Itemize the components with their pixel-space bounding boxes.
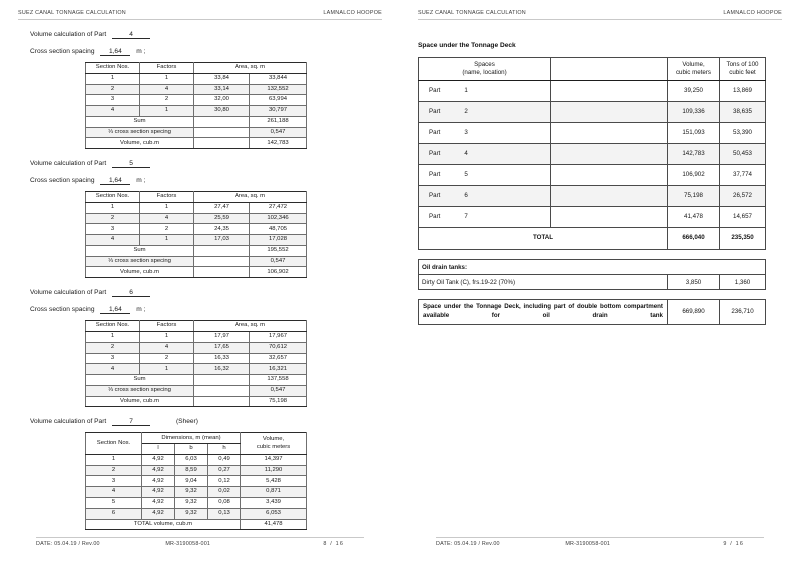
cell-volume: 0,871 <box>241 487 307 498</box>
cell-space-name <box>419 102 551 123</box>
footer-page-number: 8 / 16 <box>323 541 345 547</box>
cell-volume: 106,902 <box>668 165 720 186</box>
part-word: Part <box>429 86 441 94</box>
part-label-text: Volume calculation of Part <box>30 418 107 426</box>
cell-space-name <box>419 207 551 228</box>
total-volume-value: 41,478 <box>241 519 307 530</box>
cell-area: 33,14 <box>194 84 250 95</box>
sheer-note: (Sheer) <box>175 418 198 426</box>
cell-product: 16,321 <box>250 364 307 375</box>
volume-calc-block-part-7-sheer <box>18 418 382 530</box>
third-spacing-label: ⅓ cross section specing <box>86 256 194 267</box>
cell-blank <box>551 102 668 123</box>
cell-volume: 75,198 <box>668 186 720 207</box>
header-document-title: SUEZ CANAL TONNAGE CALCULATION <box>418 10 526 16</box>
col-spaces-line1: Spaces <box>474 60 495 68</box>
volume-row <box>86 138 307 149</box>
volume-label: Volume, cub.m <box>86 396 194 407</box>
cell-factor: 1 <box>140 202 194 213</box>
cell-area: 17,97 <box>194 332 250 343</box>
table-row <box>86 487 307 498</box>
cell-factor: 1 <box>140 106 194 117</box>
oil-heading-row <box>419 260 766 275</box>
table-header-row <box>419 58 766 81</box>
cell-blank <box>551 144 668 165</box>
third-spacing-label: ⅓ cross section specing <box>86 385 194 396</box>
col-area: Area, sq. m <box>194 63 307 74</box>
sum-value: 261,188 <box>250 116 307 127</box>
cell-product: 30,797 <box>250 106 307 117</box>
page-9 <box>400 0 800 565</box>
page-footer <box>36 537 364 547</box>
cell-h: 0,08 <box>208 497 241 508</box>
page-header <box>18 0 382 20</box>
cell-area: 25,59 <box>194 213 250 224</box>
total-volume: 666,040 <box>668 228 720 250</box>
summary-description: Space under the Tonnage Deck, including part of double bottom compartment available for oil drain tank <box>419 300 668 325</box>
part-number-field[interactable]: 7 <box>112 418 150 426</box>
cell-area: 17,65 <box>194 342 250 353</box>
third-spacing-row <box>86 127 307 138</box>
cell-space-name <box>419 123 551 144</box>
table-row <box>86 84 307 95</box>
header-document-title: SUEZ CANAL TONNAGE CALCULATION <box>18 10 126 16</box>
cell-volume: 14,397 <box>241 454 307 465</box>
cell-tons: 26,572 <box>720 186 766 207</box>
cell-blank <box>551 186 668 207</box>
space-under-deck-summary-table <box>418 299 766 325</box>
col-spaces-line2: (name, location) <box>462 69 507 76</box>
sum-blank <box>194 375 250 386</box>
sum-label: Sum <box>86 245 194 256</box>
col-tons-line1: Tons of 100 <box>726 60 759 68</box>
cell-area: 32,00 <box>194 95 250 106</box>
spacing-value-field[interactable]: 1,64 <box>100 48 130 56</box>
table-row <box>86 106 307 117</box>
cell-tank-volume: 3,850 <box>668 275 720 290</box>
cell-blank <box>551 207 668 228</box>
cell-product: 17,028 <box>250 235 307 246</box>
col-area: Area, sq. m <box>194 192 307 203</box>
sum-row <box>86 375 307 386</box>
cell-product: 102,346 <box>250 213 307 224</box>
spacing-unit: m ; <box>136 306 146 314</box>
cell-section: 3 <box>86 476 142 487</box>
volume-row <box>86 396 307 407</box>
volume-value: 106,902 <box>250 267 307 278</box>
table-row <box>86 342 307 353</box>
cell-b: 8,59 <box>175 465 208 476</box>
part-label-text: Volume calculation of Part <box>30 160 107 168</box>
third-spacing-value: 0,547 <box>250 127 307 138</box>
cell-section: 4 <box>86 364 140 375</box>
col-section-nos: Section Nos. <box>86 433 142 455</box>
cell-tons: 14,657 <box>720 207 766 228</box>
cell-volume: 41,478 <box>668 207 720 228</box>
col-volume <box>241 433 307 455</box>
cell-product: 27,472 <box>250 202 307 213</box>
table-row <box>419 144 766 165</box>
sum-row <box>86 116 307 127</box>
simpson-table-part-6 <box>85 320 307 407</box>
part-number-field[interactable]: 4 <box>112 31 150 39</box>
table-row <box>86 235 307 246</box>
cell-volume: 11,290 <box>241 465 307 476</box>
third-spacing-row <box>86 256 307 267</box>
part-index: 1 <box>464 86 468 94</box>
cell-factor: 2 <box>140 353 194 364</box>
col-blank <box>551 58 668 81</box>
table-row <box>86 332 307 343</box>
cell-tons: 38,635 <box>720 102 766 123</box>
sum-label: Sum <box>86 116 194 127</box>
cell-section: 3 <box>86 224 140 235</box>
volume-blank <box>194 138 250 149</box>
cell-section: 2 <box>86 213 140 224</box>
cell-h: 0,13 <box>208 508 241 519</box>
cell-volume: 109,336 <box>668 102 720 123</box>
summary-tons: 236,710 <box>720 300 766 325</box>
col-volume-line1: Volume, <box>682 60 705 68</box>
spacing-label-text: Cross section spacing <box>30 48 95 55</box>
table-row <box>419 102 766 123</box>
cell-factor: 2 <box>140 95 194 106</box>
cell-tank-name: Dirty Oil Tank (C), frs.19-22 (70%) <box>419 275 668 290</box>
cell-tank-tons: 1,360 <box>720 275 766 290</box>
cell-section: 1 <box>86 202 140 213</box>
cell-blank <box>551 123 668 144</box>
part-word: Part <box>429 128 441 136</box>
cell-l: 4,92 <box>142 476 175 487</box>
part-label-7 <box>18 418 382 426</box>
cell-section: 1 <box>86 332 140 343</box>
third-spacing-blank <box>194 385 250 396</box>
table-row <box>86 364 307 375</box>
simpson-table-part-5 <box>85 191 307 278</box>
sum-blank <box>194 245 250 256</box>
cell-b: 9,32 <box>175 497 208 508</box>
table-row <box>86 476 307 487</box>
cell-b: 6,03 <box>175 454 208 465</box>
cell-product: 17,967 <box>250 332 307 343</box>
cell-area: 16,32 <box>194 364 250 375</box>
cell-space-name <box>419 144 551 165</box>
cell-h: 0,02 <box>208 487 241 498</box>
cell-section: 5 <box>86 497 142 508</box>
col-spaces <box>419 58 551 81</box>
cell-l: 4,92 <box>142 487 175 498</box>
sum-value: 137,558 <box>250 375 307 386</box>
table-row <box>86 73 307 84</box>
cell-product: 32,657 <box>250 353 307 364</box>
cell-section: 2 <box>86 342 140 353</box>
cell-area: 17,03 <box>194 235 250 246</box>
table-row <box>86 497 307 508</box>
third-spacing-label: ⅓ cross section specing <box>86 127 194 138</box>
cell-section: 3 <box>86 95 140 106</box>
cell-factor: 4 <box>140 342 194 353</box>
table-row <box>86 353 307 364</box>
oil-drain-tanks-table <box>418 259 766 290</box>
cell-volume: 151,093 <box>668 123 720 144</box>
spacing-unit: m ; <box>136 48 146 55</box>
total-label: TOTAL <box>419 228 668 250</box>
cell-product: 132,552 <box>250 84 307 95</box>
cell-h: 0,49 <box>208 454 241 465</box>
spaces-summary-table <box>418 57 766 250</box>
table-header-row <box>86 321 307 332</box>
cell-section: 2 <box>86 465 142 476</box>
third-spacing-value: 0,547 <box>250 256 307 267</box>
sum-row <box>86 245 307 256</box>
col-volume-line1: Volume, <box>262 436 285 443</box>
col-dimensions: Dimensions, m (mean) <box>142 433 241 444</box>
table-header-row <box>86 63 307 74</box>
table-row <box>419 81 766 102</box>
volume-value: 142,783 <box>250 138 307 149</box>
volume-blank <box>194 396 250 407</box>
cell-space-name <box>419 81 551 102</box>
total-volume-row <box>86 519 307 530</box>
part-word: Part <box>429 149 441 157</box>
spacing-unit: m ; <box>136 177 146 185</box>
part-label-4 <box>18 31 382 39</box>
sum-blank <box>194 116 250 127</box>
footer-page-number: 9 / 16 <box>723 541 745 547</box>
volume-calc-block-part-4 <box>18 31 382 149</box>
cell-area: 30,80 <box>194 106 250 117</box>
col-area: Area, sq. m <box>194 321 307 332</box>
cell-volume: 5,428 <box>241 476 307 487</box>
spacing-value-field[interactable]: 1,64 <box>100 306 130 314</box>
third-spacing-blank <box>194 256 250 267</box>
cell-product: 70,612 <box>250 342 307 353</box>
cell-factor: 1 <box>140 73 194 84</box>
table-row <box>419 300 766 325</box>
cell-factor: 1 <box>140 235 194 246</box>
cell-factor: 1 <box>140 364 194 375</box>
page-footer <box>436 537 764 547</box>
cell-section: 2 <box>86 84 140 95</box>
cell-b: 9,32 <box>175 508 208 519</box>
sum-label: Sum <box>86 375 194 386</box>
footer-date: DATE: 05.04.19 / Rev.00 <box>436 541 500 547</box>
cell-tons: 13,869 <box>720 81 766 102</box>
part-index: 7 <box>464 212 468 220</box>
table-row <box>86 213 307 224</box>
cell-section: 4 <box>86 487 142 498</box>
cell-area: 27,47 <box>194 202 250 213</box>
cell-product: 48,705 <box>250 224 307 235</box>
cell-b: 9,32 <box>175 487 208 498</box>
col-section-nos: Section Nos. <box>86 63 140 74</box>
cell-area: 16,33 <box>194 353 250 364</box>
cell-l: 4,92 <box>142 497 175 508</box>
part-label-5 <box>18 160 382 168</box>
cell-tons: 50,453 <box>720 144 766 165</box>
cell-product: 33,844 <box>250 73 307 84</box>
part-word: Part <box>429 170 441 178</box>
part-word: Part <box>429 212 441 220</box>
part-label-text: Volume calculation of Part <box>30 31 107 38</box>
table-row <box>86 454 307 465</box>
table-row <box>86 202 307 213</box>
table-row <box>419 207 766 228</box>
spacing-value-field[interactable]: 1,64 <box>100 177 130 185</box>
cell-volume: 39,250 <box>668 81 720 102</box>
table-row <box>86 95 307 106</box>
part-word: Part <box>429 191 441 199</box>
col-factors: Factors <box>140 192 194 203</box>
cell-area: 24,35 <box>194 224 250 235</box>
part-label-6 <box>18 289 382 297</box>
page-header <box>418 0 782 20</box>
table-row <box>419 186 766 207</box>
cell-h: 0,27 <box>208 465 241 476</box>
cell-l: 4,92 <box>142 465 175 476</box>
part-index: 3 <box>464 128 468 136</box>
oil-drain-heading: Oil drain tanks: <box>419 260 766 275</box>
cell-volume: 3,439 <box>241 497 307 508</box>
volume-calc-block-part-5 <box>18 160 382 278</box>
spacing-label-text: Cross section spacing <box>30 177 95 185</box>
cell-volume: 142,783 <box>668 144 720 165</box>
volume-row <box>86 267 307 278</box>
section-title-space-under-tonnage-deck: Space under the Tonnage Deck <box>418 42 516 49</box>
table-row <box>419 165 766 186</box>
summary-volume: 669,890 <box>668 300 720 325</box>
total-row <box>419 228 766 250</box>
cell-factor: 4 <box>140 84 194 95</box>
cell-l: 4,92 <box>142 454 175 465</box>
volume-blank <box>194 267 250 278</box>
total-volume-label: TOTAL volume, cub.m <box>86 519 241 530</box>
cell-b: 9,04 <box>175 476 208 487</box>
cell-product: 63,994 <box>250 95 307 106</box>
cell-factor: 1 <box>140 332 194 343</box>
cell-h: 0,12 <box>208 476 241 487</box>
cell-area: 33,84 <box>194 73 250 84</box>
cell-section: 1 <box>86 73 140 84</box>
part-index: 6 <box>464 191 468 199</box>
col-volume-line2: cubic meters <box>256 443 291 450</box>
cell-l: 4,92 <box>142 508 175 519</box>
col-factors: Factors <box>140 321 194 332</box>
table-row <box>419 275 766 290</box>
part-number-field[interactable]: 6 <box>112 289 150 297</box>
cell-section: 4 <box>86 235 140 246</box>
cell-blank <box>551 165 668 186</box>
header-vessel-name: LAMNALCO HOOPOE <box>323 10 382 16</box>
col-section-nos: Section Nos. <box>86 321 140 332</box>
part-label-text: Volume calculation of Part <box>30 289 107 297</box>
table-row <box>86 224 307 235</box>
third-spacing-blank <box>194 127 250 138</box>
cell-tons: 37,774 <box>720 165 766 186</box>
total-tons: 235,350 <box>720 228 766 250</box>
part-index: 2 <box>464 107 468 115</box>
part-index: 5 <box>464 170 468 178</box>
sheer-volume-table <box>85 432 307 530</box>
part-index: 4 <box>464 149 468 157</box>
third-spacing-row <box>86 385 307 396</box>
cell-factor: 2 <box>140 224 194 235</box>
table-row <box>86 465 307 476</box>
col-dim-b: b <box>175 444 208 455</box>
col-volume <box>668 58 720 81</box>
cell-section: 1 <box>86 454 142 465</box>
cell-space-name <box>419 186 551 207</box>
part-number-field[interactable]: 5 <box>112 160 150 168</box>
cell-blank <box>551 81 668 102</box>
volume-value: 75,198 <box>250 396 307 407</box>
spacing-label-4 <box>18 48 382 56</box>
footer-date: DATE: 05.04.19 / Rev.00 <box>36 541 100 547</box>
table-row <box>86 508 307 519</box>
volume-calc-block-part-6 <box>18 289 382 407</box>
volume-label: Volume, cub.m <box>86 138 194 149</box>
footer-doc-number: MR-3190058-001 <box>565 541 611 547</box>
sum-value: 195,552 <box>250 245 307 256</box>
spacing-label-text: Cross section spacing <box>30 306 95 314</box>
third-spacing-value: 0,547 <box>250 385 307 396</box>
col-volume-line2: cubic meters <box>675 69 712 76</box>
spacing-label-5 <box>18 177 382 185</box>
col-factors: Factors <box>140 63 194 74</box>
part-word: Part <box>429 107 441 115</box>
header-vessel-name: LAMNALCO HOOPOE <box>723 10 782 16</box>
footer-doc-number: MR-3190058-001 <box>165 541 211 547</box>
cell-section: 3 <box>86 353 140 364</box>
simpson-table-part-4 <box>85 62 307 149</box>
table-row <box>419 123 766 144</box>
table-header-row-1 <box>86 433 307 444</box>
cell-section: 4 <box>86 106 140 117</box>
volume-label: Volume, cub.m <box>86 267 194 278</box>
cell-factor: 4 <box>140 213 194 224</box>
col-dim-h: h <box>208 444 241 455</box>
cell-tons: 53,390 <box>720 123 766 144</box>
col-tons-line2: cubic feet <box>729 69 756 76</box>
cell-volume: 6,053 <box>241 508 307 519</box>
col-section-nos: Section Nos. <box>86 192 140 203</box>
table-header-row <box>86 192 307 203</box>
spacing-label-6 <box>18 306 382 314</box>
cell-space-name <box>419 165 551 186</box>
cell-section: 6 <box>86 508 142 519</box>
col-tons <box>720 58 766 81</box>
col-dim-l: l <box>142 444 175 455</box>
